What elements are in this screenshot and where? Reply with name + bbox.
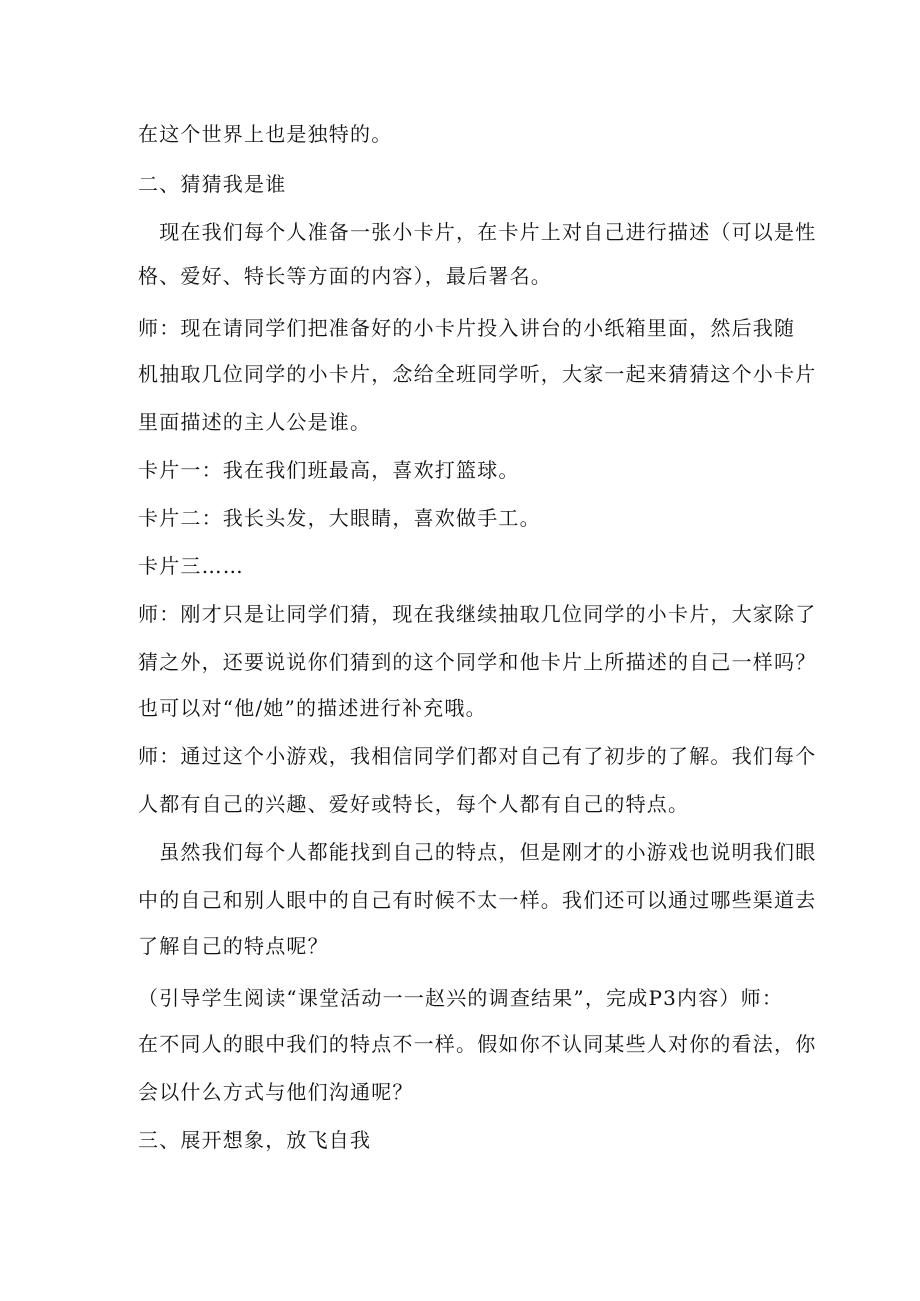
section-heading-3: 三、展开想象，放飞自我 [138, 1128, 372, 1152]
paragraph-line-15: 人都有自己的兴趣、爱好或特长，每个人都有自己的特点。 [138, 792, 690, 816]
paragraph-line-3: 现在我们每个人准备一张小卡片，在卡片上对自己进行描述（可以是性 [138, 220, 817, 244]
paragraph-line-18: 了解自己的特点呢？ [138, 934, 329, 958]
paragraph-line-20: 在不同人的眼中我们的特点不一样。假如你不认同某些人对你的看法，你 [138, 1032, 817, 1056]
card-two-line: 卡片二：我长头发，大眼睛，喜欢做手工。 [138, 506, 541, 530]
paragraph-line-7: 里面描述的主人公是谁。 [138, 410, 372, 434]
paragraph-line-21: 会以什么方式与他们沟通呢？ [138, 1080, 414, 1104]
paragraph-line-1: 在这个世界上也是独特的。 [138, 122, 393, 146]
paragraph-line-11: 师：刚才只是让同学们猜，现在我继续抽取几位同学的小卡片，大家除了 [138, 602, 817, 626]
section-heading-2: 二、猜猜我是谁 [138, 172, 287, 196]
paragraph-line-12: 猜之外，还要说说你们猜到的这个同学和他卡片上所描述的自己一样吗？ [138, 650, 817, 674]
paragraph-line-5: 师：现在请同学们把准备好的小卡片投入讲台的小纸箱里面，然后我随 [138, 316, 796, 340]
card-three-line: 卡片三…… [138, 554, 244, 578]
paragraph-line-13: 也可以对“他/她”的描述进行补充哦。 [138, 696, 487, 720]
paragraph-line-14: 师：通过这个小游戏，我相信同学们都对自己有了初步的了解。我们每个 [138, 744, 817, 768]
paragraph-line-4: 格、爱好、特长等方面的内容），最后署名。 [138, 264, 552, 288]
paragraph-line-16: 虽然我们每个人都能找到自己的特点，但是刚才的小游戏也说明我们眼 [138, 840, 817, 864]
paragraph-line-19: （引导学生阅读“课堂活动一一赵兴的调查结果”，完成P3内容）师： [138, 986, 784, 1010]
paragraph-line-17: 中的自己和别人眼中的自己有时候不太一样。我们还可以通过哪些渠道去 [138, 888, 817, 912]
card-one-line: 卡片一：我在我们班最高，喜欢打篮球。 [138, 458, 520, 482]
paragraph-line-6: 机抽取几位同学的小卡片，念给全班同学听，大家一起来猜猜这个小卡片 [138, 362, 817, 386]
